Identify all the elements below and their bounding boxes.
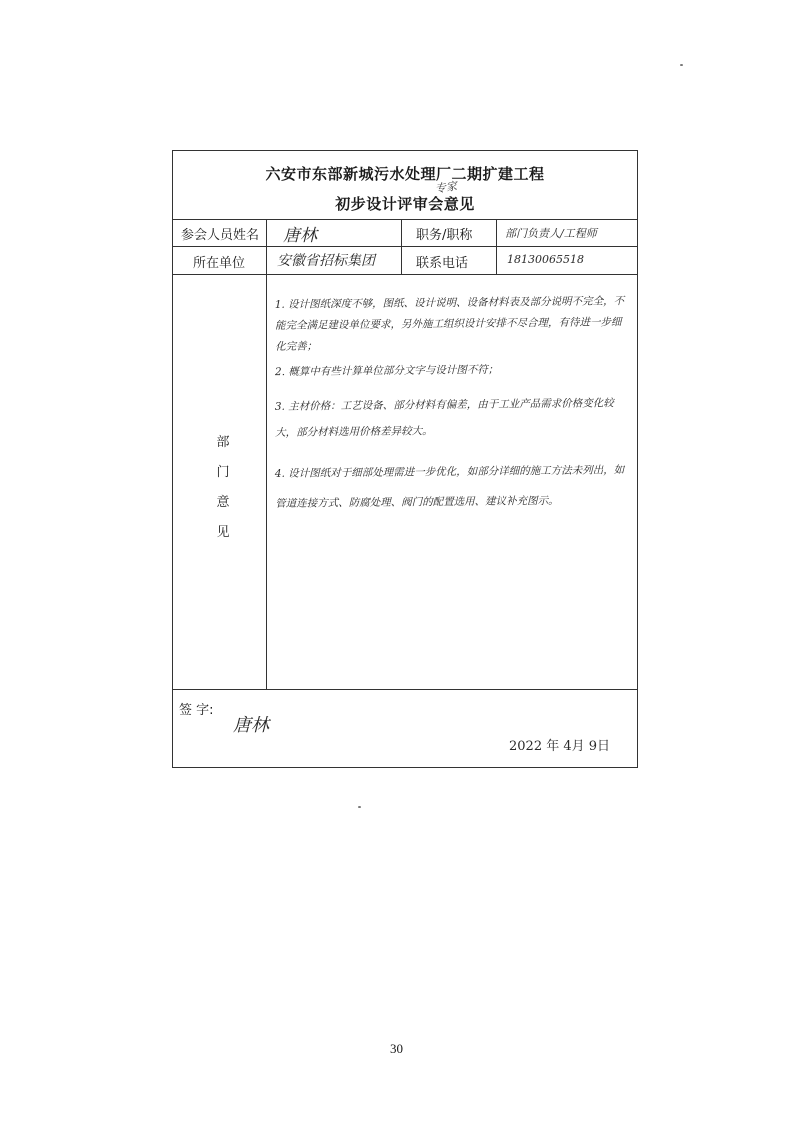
unit-value: 安徽省招标集团: [277, 253, 375, 269]
name-label: 参会人员姓名: [181, 228, 260, 243]
dept-opinion-label: 部门意见: [216, 435, 230, 540]
column-divider: [496, 219, 497, 274]
scan-speck: [358, 806, 361, 808]
row-divider: [173, 246, 637, 247]
review-opinion-form: [172, 150, 638, 768]
opinion-item: 2. 概算中有些计算单位部分文字与设计图不符；: [274, 363, 499, 379]
unit-label: 所在单位: [193, 256, 246, 271]
form-title-line1: 六安市东部新城污水处理厂二期扩建工程: [265, 165, 545, 183]
phone-value: 18130065518: [507, 253, 584, 266]
sign-label: 签 字:: [179, 703, 214, 718]
column-divider: [401, 219, 402, 274]
position-value: 部门负责人/工程师: [505, 227, 597, 240]
opinion-item: 4. 设计图纸对于细部处理需进一步优化，如部分详细的施工方法未列出，如管道连接方式、防腐处理、阀门的配置选用、建议补充图示。: [274, 464, 625, 510]
signature: 唐林: [233, 715, 269, 736]
position-label: 职务/职称: [416, 228, 473, 243]
row-divider: [173, 689, 637, 690]
handwritten-insertion: 专家: [434, 179, 458, 196]
page-number: 30: [390, 1041, 403, 1056]
scan-speck: [680, 64, 683, 66]
name-value: 唐林: [283, 226, 317, 246]
phone-label: 联系电话: [416, 256, 469, 271]
row-divider: [173, 219, 637, 220]
sign-date: 2022 年 4月 9日: [509, 739, 611, 754]
column-divider: [266, 219, 267, 689]
opinion-item: 3. 主材价格：工艺设备、部分材料有偏差，由于工业产品需求价格变化较大，部分材料选用价格差异较大。: [274, 397, 614, 439]
row-divider: [173, 274, 637, 275]
opinion-item: 1. 设计图纸深度不够，图纸、设计说明、设备材料表及部分说明不完全，不能完全满足建设单位要求，另外施工组织设计安排不尽合理，有待进一步细化完善；: [274, 295, 625, 353]
form-title-line2: 初步设计评审会意见: [335, 195, 475, 213]
